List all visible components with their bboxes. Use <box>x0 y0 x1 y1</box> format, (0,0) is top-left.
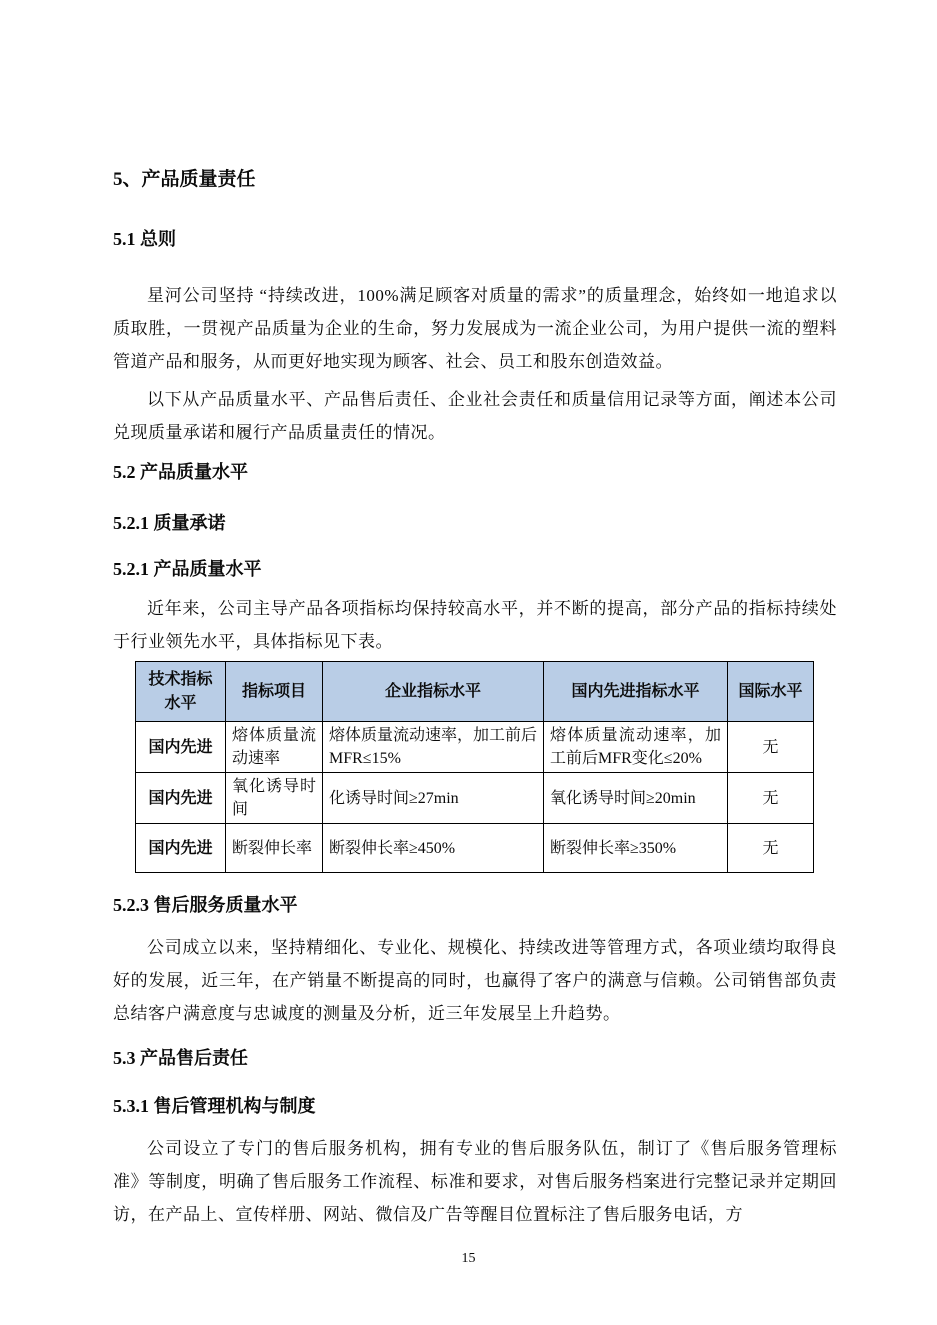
cell-item: 断裂伸长率 <box>226 824 323 873</box>
heading-5-1: 5.1 总则 <box>113 229 176 249</box>
paragraph-general-2: 以下从产品质量水平、产品售后责任、企业社会责任和质量信用记录等方面，阐述本公司兑现质量承诺和履行产品质量责任的情况。 <box>113 390 837 442</box>
heading-5-3: 5.3 产品售后责任 <box>113 1048 248 1068</box>
table-header-enterprise: 企业指标水平 <box>323 662 544 722</box>
heading-5-2: 5.2 产品质量水平 <box>113 462 248 482</box>
cell-international: 无 <box>728 773 814 824</box>
heading-5-2-1-level: 5.2.1 产品质量水平 <box>113 559 262 579</box>
table-row <box>136 773 814 824</box>
paragraph-after-sales-org: 公司设立了专门的售后服务机构，拥有专业的售后服务队伍，制订了《售后服务管理标准》等制度，明确了售后服务工作流程、标准和要求，对售后服务档案进行完整记录并定期回访，在产品上、宣传样册、网站、微信及广告等醒目位置标注了售后服务电话，方 <box>113 1139 837 1224</box>
heading-5-2-3: 5.2.3 售后服务质量水平 <box>113 895 298 915</box>
heading-chapter-5: 5、产品质量责任 <box>113 169 256 190</box>
table-row <box>136 722 814 773</box>
document-content <box>113 0 837 1269</box>
quality-indicator-table <box>135 661 814 873</box>
cell-international: 无 <box>728 824 814 873</box>
cell-enterprise: 断裂伸长率≥450% <box>323 824 544 873</box>
heading-5-2-1-commitment: 5.2.1 质量承诺 <box>113 513 226 533</box>
table-row <box>136 824 814 873</box>
cell-domestic: 断裂伸长率≥350% <box>544 824 728 873</box>
cell-enterprise: 熔体质量流动速率，加工前后MFR≤15% <box>323 722 544 773</box>
page-number: 15 <box>461 1251 476 1266</box>
table-header-row <box>136 662 814 722</box>
cell-item: 熔体质量流动速率 <box>226 722 323 773</box>
table-header-item: 指标项目 <box>226 662 323 722</box>
cell-domestic: 氧化诱导时间≥20min <box>544 773 728 824</box>
cell-international: 无 <box>728 722 814 773</box>
cell-tech-level: 国内先进 <box>136 773 226 824</box>
cell-tech-level: 国内先进 <box>136 722 226 773</box>
heading-5-3-1: 5.3.1 售后管理机构与制度 <box>113 1096 316 1116</box>
cell-enterprise: 化诱导时间≥27min <box>323 773 544 824</box>
table-header-domestic: 国内先进指标水平 <box>544 662 728 722</box>
paragraph-general-1: 星河公司坚持 “持续改进，100%满足顾客对质量的需求”的质量理念，始终如一地追求以质取胜，一贯视产品质量为企业的生命，努力发展成为一流企业公司，为用户提供一流的塑料管道产品和服务，从而更好地实现为顾客、社会、员工和股东创造效益。 <box>113 286 837 371</box>
table-header-international: 国际水平 <box>728 662 814 722</box>
paragraph-after-sales-quality: 公司成立以来，坚持精细化、专业化、规模化、持续改进等管理方式，各项业绩均取得良好的发展，近三年，在产销量不断提高的同时，也赢得了客户的满意与信赖。公司销售部负责总结客户满意度与忠诚度的测量及分析，近三年发展呈上升趋势。 <box>113 938 837 1023</box>
cell-domestic: 熔体质量流动速率，加工前后MFR变化≤20% <box>544 722 728 773</box>
paragraph-quality-level-intro: 近年来，公司主导产品各项指标均保持较高水平，并不断的提高，部分产品的指标持续处于行业领先水平，具体指标见下表。 <box>113 599 837 651</box>
table-header-tech-level: 技术指标水平 <box>136 662 226 722</box>
cell-item: 氧化诱导时间 <box>226 773 323 824</box>
cell-tech-level: 国内先进 <box>136 824 226 873</box>
